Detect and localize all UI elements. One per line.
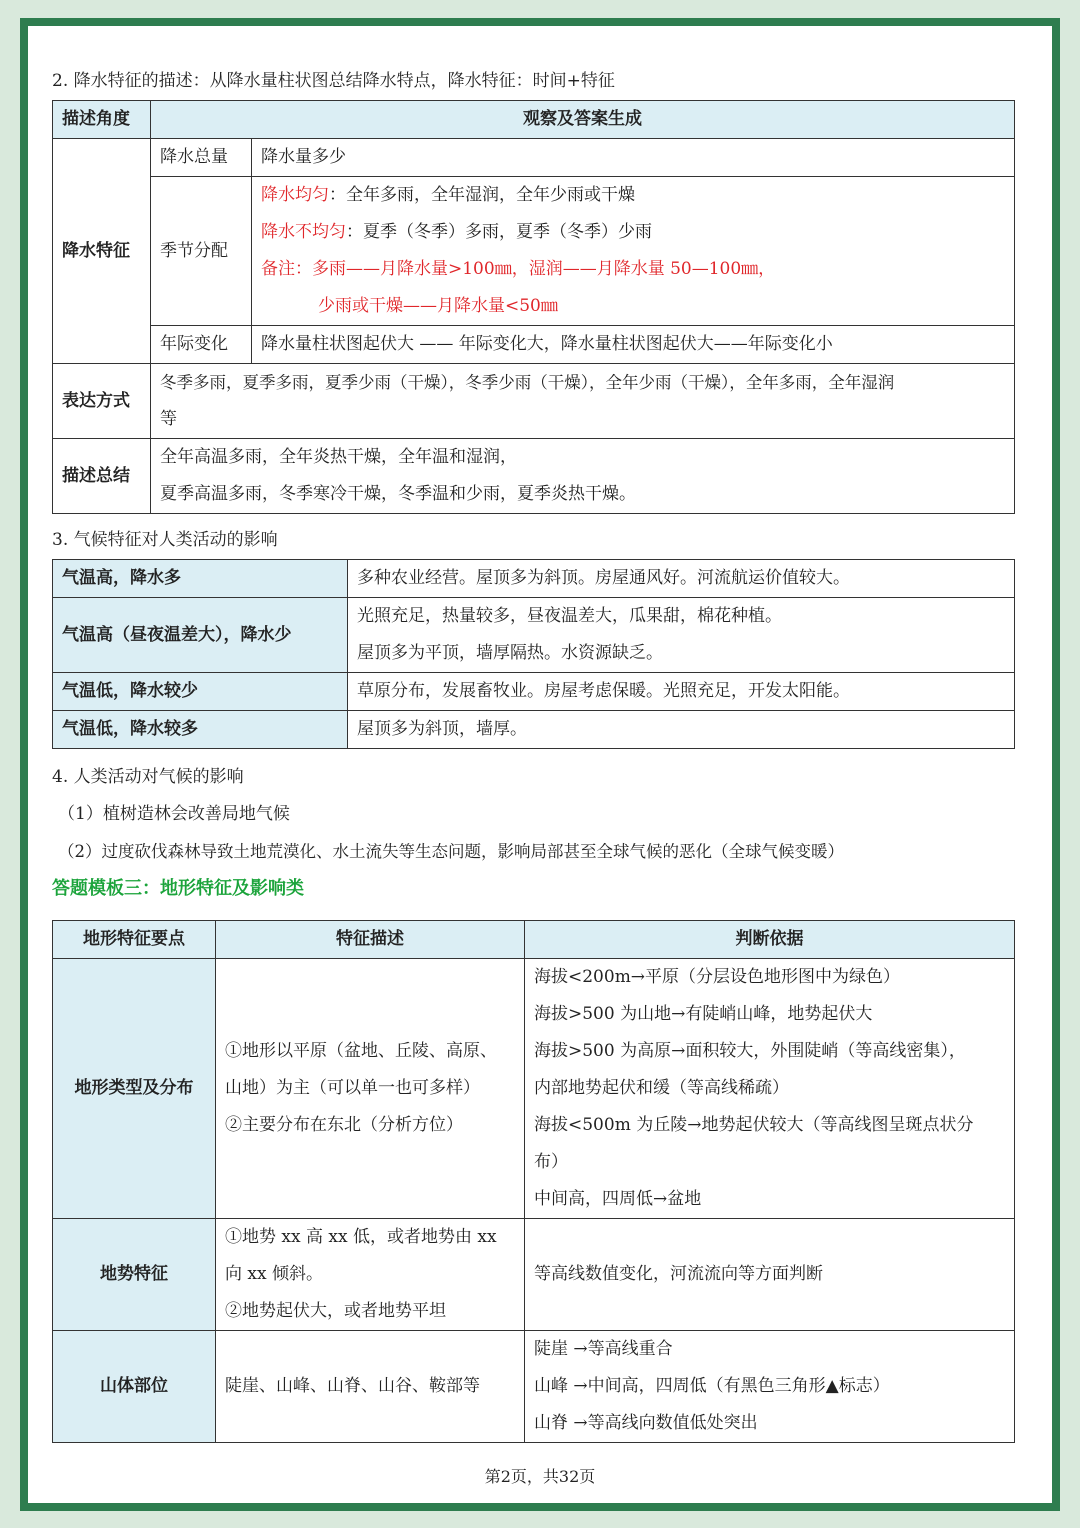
landform-point: 地形类型及分布 bbox=[53, 959, 216, 1219]
landform-basis-line: 陡崖 →等高线重合 bbox=[534, 1339, 673, 1359]
uneven-line bbox=[261, 214, 1005, 251]
landform-header-basis: 判断依据 bbox=[525, 921, 1015, 959]
landform-header-point: 地形特征要点 bbox=[53, 921, 216, 959]
template3-title: 答题模板三：地形特征及影响类 bbox=[52, 878, 304, 899]
feature-label: 降水特征 bbox=[53, 139, 151, 364]
summary-label: 描述总结 bbox=[53, 439, 151, 514]
expr-line2: 等 bbox=[160, 409, 177, 429]
interannual-text: 降水量柱状图起伏大 —— 年际变化大，降水量柱状图起伏大——年际变化小 bbox=[252, 326, 1015, 364]
impact-text: 光照充足，热量较多，昼夜温差大，瓜果甜，棉花种植。 bbox=[357, 606, 782, 626]
landform-basis-cell bbox=[525, 1331, 1015, 1443]
impact-text: 多种农业经营。屋顶多为斜顶。房屋通风好。河流航运价值较大。 bbox=[348, 560, 1015, 598]
expr-line1: 冬季多雨，夏季多雨，夏季少雨（干燥），冬季少雨（干燥），全年少雨（干燥），全年多雨，全年湿润 bbox=[160, 373, 895, 392]
landform-desc-line: 山地）为主（可以单一也可多样） bbox=[225, 1078, 480, 1098]
landform-header-desc: 特征描述 bbox=[216, 921, 525, 959]
even-red: 降水均匀 bbox=[261, 185, 329, 205]
landform-basis-cell bbox=[525, 959, 1015, 1219]
landform-desc-line: ②地势起伏大，或者地势平坦 bbox=[225, 1301, 446, 1321]
landform-basis-line: 海拔>500 为高原→面积较大，外围陡峭（等高线密集）， bbox=[534, 1041, 966, 1061]
landform-basis-line: 海拔>500 为山地→有陡峭山峰，地势起伏大 bbox=[534, 1004, 873, 1024]
page-frame bbox=[20, 18, 1060, 1511]
precipitation-table bbox=[52, 100, 1015, 514]
season-label: 季节分配 bbox=[151, 177, 252, 326]
summary-cell bbox=[151, 439, 1015, 514]
total-text: 降水量多少 bbox=[252, 139, 1015, 177]
impact-text: 屋顶多为斜顶，墙厚。 bbox=[348, 711, 1015, 749]
landform-point: 地势特征 bbox=[53, 1219, 216, 1331]
landform-desc-cell bbox=[216, 1219, 525, 1331]
summary-line2: 夏季高温多雨，冬季寒冷干燥，冬季温和少雨，夏季炎热干燥。 bbox=[160, 484, 636, 504]
landform-desc-line: 向 xx 倾斜。 bbox=[225, 1264, 323, 1284]
landform-basis-line: 山峰 →中间高，四周低（有黑色三角形▲标志） bbox=[534, 1376, 890, 1396]
impact-cond: 气温高，降水多 bbox=[53, 560, 348, 598]
landform-basis-line: 内部地势起伏和缓（等高线稀疏） bbox=[534, 1078, 789, 1098]
impact-cond: 气温高（昼夜温差大），降水少 bbox=[53, 598, 348, 673]
page-content bbox=[52, 26, 1014, 1443]
expr-label: 表达方式 bbox=[53, 364, 151, 439]
even-text: ：全年多雨，全年湿润，全年少雨或干燥 bbox=[329, 185, 635, 205]
page-footer: 第2页，共32页 bbox=[484, 1467, 596, 1486]
climate-impact-table bbox=[52, 559, 1015, 749]
section2-title: 2. 降水特征的描述：从降水量柱状图总结降水特点，降水特征：时间+特征 bbox=[52, 71, 615, 91]
section4-item1: （1）植树造林会改善局地气候 bbox=[58, 804, 290, 824]
section3-title: 3. 气候特征对人类活动的影响 bbox=[52, 530, 278, 550]
header-angle: 描述角度 bbox=[53, 101, 151, 139]
landform-desc-line: ①地势 xx 高 xx 低，或者地势由 xx bbox=[225, 1227, 497, 1247]
summary-line1: 全年高温多雨，全年炎热干燥，全年温和湿润， bbox=[160, 447, 517, 467]
impact-text: 屋顶多为平顶，墙厚隔热。水资源缺乏。 bbox=[357, 643, 663, 663]
uneven-red: 降水不均匀 bbox=[261, 222, 346, 242]
even-line bbox=[261, 177, 1005, 214]
landform-basis-line: 中间高，四周低→盆地 bbox=[534, 1189, 702, 1209]
landform-basis-line: 山脊 →等高线向数值低处突出 bbox=[534, 1413, 758, 1433]
impact-cond: 气温低，降水较多 bbox=[53, 711, 348, 749]
season-cell bbox=[252, 177, 1015, 326]
note-line2: 少雨或干燥——月降水量<50㎜ bbox=[318, 296, 558, 316]
landform-desc-cell bbox=[216, 959, 525, 1219]
landform-basis-line: 海拔<500m 为丘陵→地势起伏较大（等高线图呈斑点状分 bbox=[534, 1115, 974, 1135]
landform-basis-line: 海拔<200m→平原（分层设色地形图中为绿色） bbox=[534, 967, 901, 987]
expr-cell bbox=[151, 364, 1015, 439]
header-observation: 观察及答案生成 bbox=[151, 101, 1015, 139]
landform-basis-line: 等高线数值变化，河流流向等方面判断 bbox=[525, 1219, 1015, 1331]
section4-item2: （2）过度砍伐森林导致土地荒漠化、水土流失等生态问题，影响局部甚至全球气候的恶化（全球气候变暖） bbox=[58, 842, 844, 861]
impact-text-cell bbox=[348, 598, 1015, 673]
landform-desc-line: 陡崖、山峰、山脊、山谷、鞍部等 bbox=[216, 1331, 525, 1443]
impact-text: 草原分布，发展畜牧业。房屋考虑保暖。光照充足，开发太阳能。 bbox=[348, 673, 1015, 711]
total-label: 降水总量 bbox=[151, 139, 252, 177]
impact-cond: 气温低，降水较少 bbox=[53, 673, 348, 711]
section4-title: 4. 人类活动对气候的影响 bbox=[52, 767, 244, 787]
note-line1: 备注：多雨——月降水量>100㎜，湿润——月降水量 50—100㎜， bbox=[261, 259, 776, 279]
landform-desc-line: ②主要分布在东北（分析方位） bbox=[225, 1115, 463, 1135]
landform-desc-line: ①地形以平原（盆地、丘陵、高原、 bbox=[225, 1041, 497, 1061]
uneven-text: ：夏季（冬季）多雨，夏季（冬季）少雨 bbox=[346, 222, 652, 242]
landform-basis-line: 布） bbox=[534, 1152, 568, 1172]
landform-table bbox=[52, 920, 1015, 1443]
interannual-label: 年际变化 bbox=[151, 326, 252, 364]
landform-point: 山体部位 bbox=[53, 1331, 216, 1443]
